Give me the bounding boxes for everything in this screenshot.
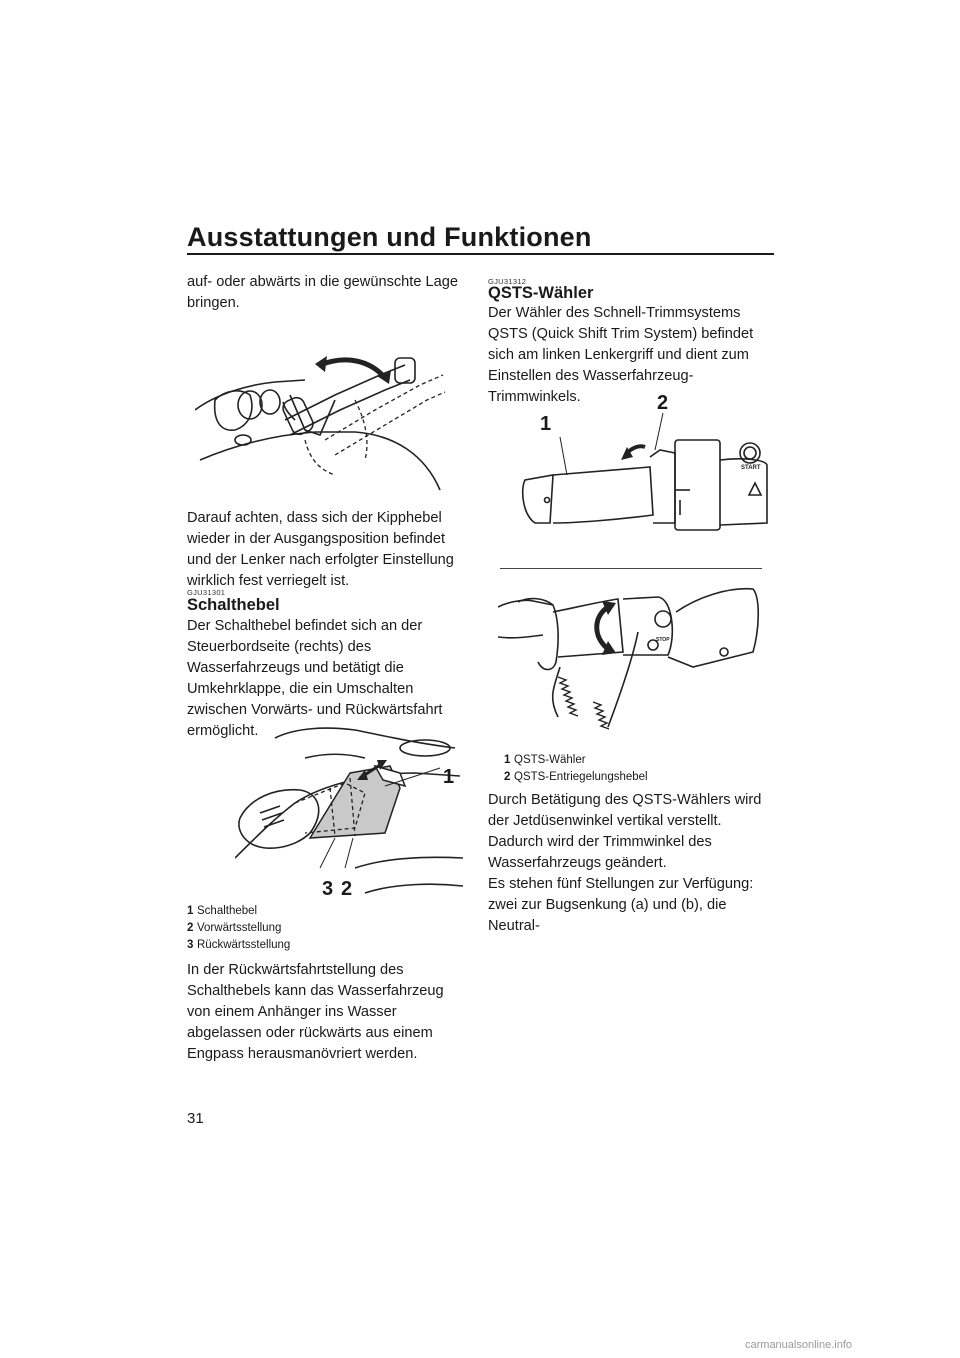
caption-list (187, 903, 290, 954)
section-title-schalthebel: Schalthebel (187, 596, 280, 614)
qsts-after-paragraph-2: Es stehen fünf Stellungen zur Verfügung: zwei zur Bugsenkung (a) und (b), die Neutral- (488, 876, 754, 934)
figure-divider (500, 568, 762, 569)
left-grip-illustration (515, 405, 770, 535)
figure-label-3: 3 (322, 878, 334, 900)
page-title: Ausstattungen und Funktionen (187, 222, 592, 252)
title-rule (187, 253, 774, 255)
caption-list (504, 752, 648, 786)
intro-paragraph: auf- oder abwärts in die gewünschte Lage bringen. (187, 274, 458, 311)
caption-item: 1 Schalthebel (187, 905, 258, 917)
section-code: GJU31301 (187, 588, 226, 597)
shift-lever-illustration (235, 718, 465, 898)
section-title-qsts: QSTS-Wähler (488, 284, 594, 302)
figure-label-1: 1 (540, 413, 552, 435)
note-paragraph: Darauf achten, dass sich der Kipphebel wieder in der Ausgangsposition befindet und der Lenker nach erfolgter Einstellung wirklich fest verriegelt ist. (187, 510, 454, 589)
caption-item: 3 Rückwärtsstellung (187, 939, 291, 951)
qsts-paragraph: Der Wähler des Schnell-Trimmsystems QSTS (Quick Shift Trim System) befindet sich am linken Lenkergriff und dient zum Einstellen des Wasserfahrzeug-Trimmwinkels. (488, 305, 754, 405)
figure-label-2: 2 (341, 878, 353, 900)
section-code: GJU31312 (488, 277, 527, 286)
schalthebel-after-paragraph: In der Rückwärtsfahrtstellung des Schalthebels kann das Wasserfahrzeug von einem Anhänger ins Wasser abgelassen oder rückwärts aus einem Engpass herausmanövriert werden. (187, 962, 444, 1062)
watermark: carmanualsonline.info (745, 1339, 853, 1351)
handlebar-tilt-illustration (195, 340, 470, 500)
qsts-selector-illustration (498, 577, 763, 747)
stop-button-label: STOP (656, 637, 670, 643)
caption-item: 1 QSTS-Wähler (504, 754, 586, 766)
figure-label-1: 1 (443, 766, 455, 788)
caption-item: 2 QSTS-Entriegelungshebel (504, 771, 648, 783)
qsts-after-paragraph-1: Durch Betätigung des QSTS-Wählers wird der Jetdüsenwinkel vertikal verstellt. Dadurch wird der Trimmwinkel des Wasserfahrzeugs geändert. (488, 792, 762, 871)
figure-label-2: 2 (657, 392, 669, 414)
caption-item: 2 Vorwärtsstellung (187, 922, 282, 934)
page-number: 31 (187, 1110, 204, 1127)
start-button-label: START (741, 465, 761, 471)
schalthebel-paragraph: Der Schalthebel befindet sich an der Steuerbordseite (rechts) des Wasserfahrzeugs und betätigt die Umkehrklappe, die ein Umschalten zwischen Vorwärts- und Rückwärtsfahrt ermöglicht. (187, 618, 443, 739)
